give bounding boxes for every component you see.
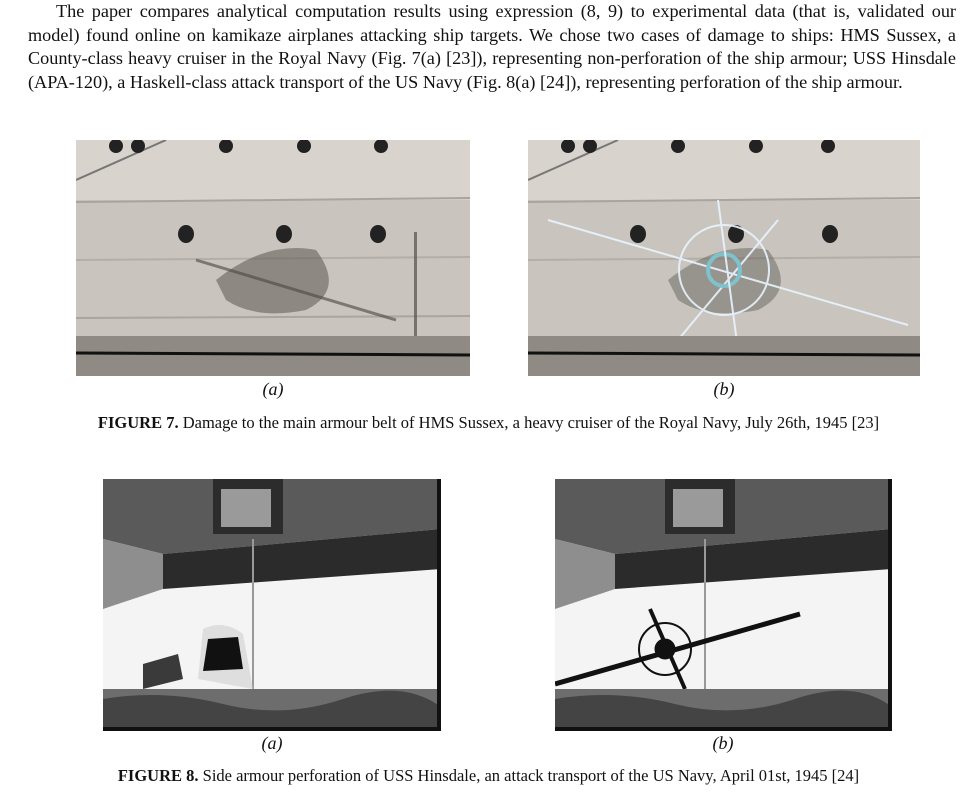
figure8-caption-text: Side armour perforation of USS Hinsdale, an attack transport of the US Navy, April 01st, 1945 [24] <box>202 766 860 785</box>
figure7-label-b: (b) <box>713 379 735 399</box>
figure8-photo-a <box>103 479 441 731</box>
figure8-caption <box>0 766 977 786</box>
figure7-photo-b <box>528 140 920 376</box>
figure7-caption-text: Damage to the main armour belt of HMS Sussex, a heavy cruiser of the Royal Navy, July 26th, 1945 [23] <box>182 413 880 432</box>
figure7-label-a: (a) <box>262 379 284 399</box>
figure7-caption <box>0 413 977 433</box>
figure7-caption-label: FIGURE 7. <box>97 413 179 432</box>
paragraph-text: The paper compares analytical computation results using expression (8, 9) to experimental data (that is, validated our model) found online on kamikaze airplanes attacking ship targets. We chose two cases of damage to ships: HMS Sussex, a County-class heavy cruiser in the Royal Navy (Fig. 7(a) [23]), representing non-perforation of the ship armour; USS Hinsdale (APA-120), a Haskell-class attack transport of the US Navy (Fig. 8(a) [24]), representing perforation of the ship armour. <box>28 1 956 92</box>
figure7-photo-a <box>76 140 470 376</box>
figure8-label-a: (a) <box>261 733 283 753</box>
body-paragraph <box>28 0 956 94</box>
figure8-photo-b <box>555 479 892 731</box>
figure8-caption-label: FIGURE 8. <box>117 766 199 785</box>
figure8-label-b: (b) <box>712 733 734 753</box>
